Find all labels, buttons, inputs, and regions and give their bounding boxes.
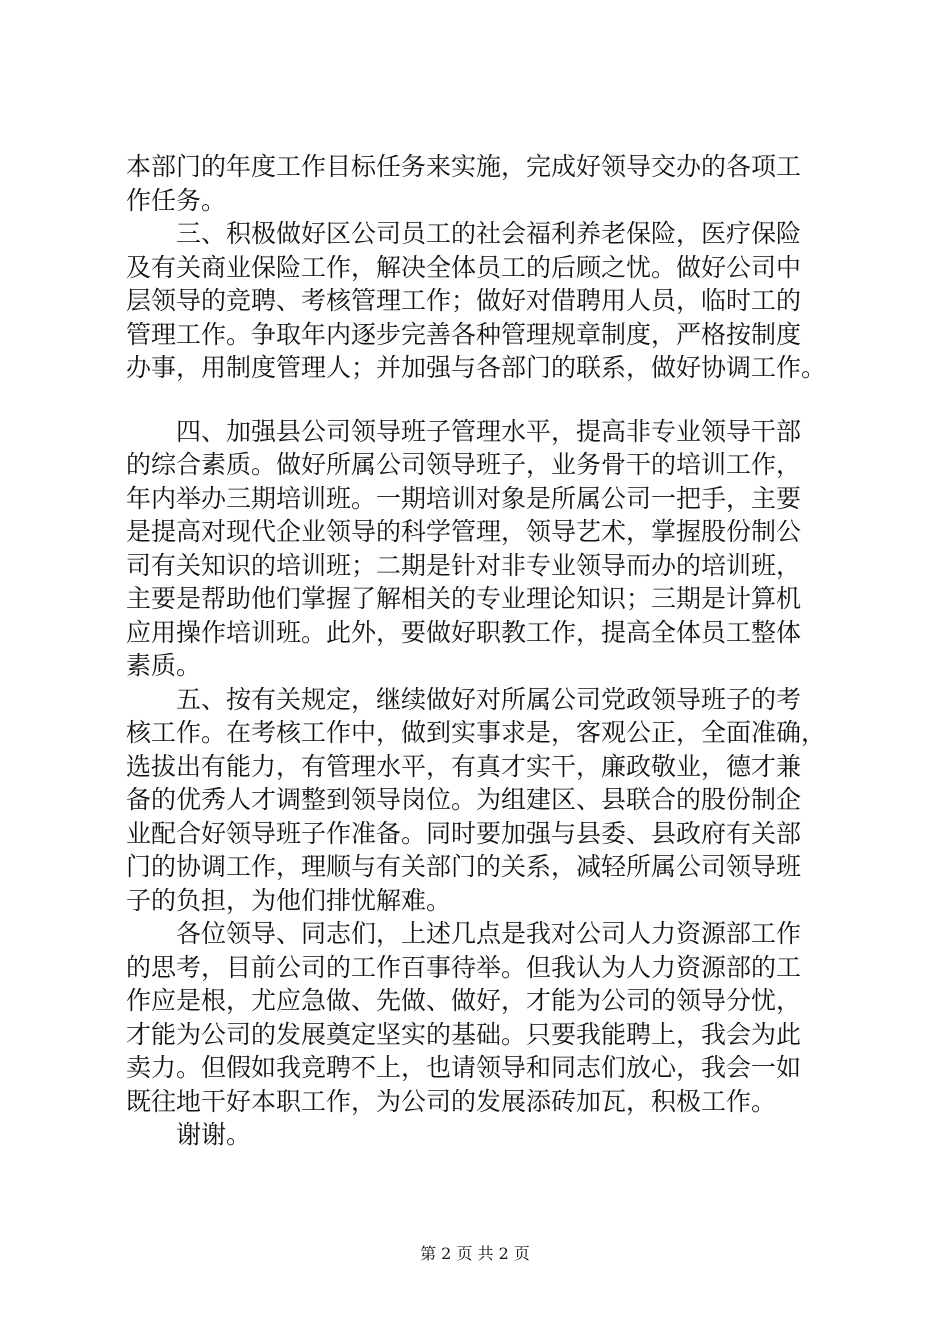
text-line: 子的负担，为他们排忧解难。 bbox=[126, 885, 452, 915]
page-number-footer: 第 2 页 共 2 页 bbox=[420, 1244, 530, 1263]
text-line: 年内举办三期培训班。一期培训对象是所属公司一把手，主要 bbox=[126, 483, 802, 513]
text-line: 选拔出有能力，有管理水平，有真才实干，廉政敬业，德才兼 bbox=[126, 751, 802, 781]
paragraph-section-5 bbox=[126, 683, 826, 918]
text-line: 应用操作培训班。此外，要做好职教工作，提高全体员工整体 bbox=[126, 617, 802, 647]
text-line: 管理工作。争取年内逐步完善各种管理规章制度，严格按制度 bbox=[126, 319, 802, 349]
text-line: 办事，用制度管理人；并加强与各部门的联系，做好协调工作。 bbox=[126, 353, 827, 382]
paragraph-closing bbox=[126, 917, 826, 1118]
text-line: 的思考，目前公司的工作百事待举。但我认为人力资源部的工 bbox=[126, 952, 802, 982]
text-line: 各位领导、同志们，上述几点是我对公司人力资源部工作 bbox=[176, 919, 802, 948]
text-line: 作任务。 bbox=[126, 185, 227, 215]
text-line: 司有关知识的培训班；二期是针对非专业领导而办的培训班， bbox=[126, 550, 802, 580]
text-line: 素质。 bbox=[126, 651, 202, 680]
text-line: 本部门的年度工作目标任务来实施，完成好领导交办的各项工 bbox=[126, 152, 802, 181]
paragraph-thanks bbox=[126, 1118, 826, 1152]
text-line: 是提高对现代企业领导的科学管理，领导艺术，掌握股份制公 bbox=[126, 517, 802, 546]
text-line: 层领导的竞聘、考核管理工作；做好对借聘用人员，临时工的 bbox=[126, 286, 802, 315]
text-line: 四、加强县公司领导班子管理水平，提高非专业领导干部 bbox=[176, 416, 802, 446]
text-line: 备的优秀人才调整到领导岗位。为组建区、县联合的股份制企 bbox=[126, 785, 802, 814]
text-line: 谢谢。 bbox=[176, 1120, 252, 1149]
paragraph-section-3 bbox=[126, 217, 826, 385]
text-line: 才能为公司的发展奠定坚实的基础。只要我能聘上，我会为此 bbox=[126, 1019, 802, 1049]
text-line: 作应是根，尤应急做、先做、做好，才能为公司的领导分忧， bbox=[126, 986, 802, 1015]
text-line: 业配合好领导班子作准备。同时要加强与县委、县政府有关部 bbox=[126, 818, 802, 848]
text-line: 卖力。但假如我竞聘不上，也请领导和同志们放心，我会一如 bbox=[126, 1053, 802, 1082]
text-line: 的综合素质。做好所属公司领导班子，业务骨干的培训工作， bbox=[126, 450, 802, 479]
text-line: 五、按有关规定，继续做好对所属公司党政领导班子的考 bbox=[176, 684, 802, 714]
document-body bbox=[126, 150, 826, 1152]
text-line: 既往地干好本职工作，为公司的发展添砖加瓦，积极工作。 bbox=[126, 1086, 777, 1116]
text-line: 三、积极做好区公司员工的社会福利养老保险，医疗保险 bbox=[176, 219, 802, 248]
text-line: 门的协调工作，理顺与有关部门的关系，减轻所属公司领导班 bbox=[126, 852, 802, 881]
text-line: 核工作。在考核工作中，做到实事求是，客观公正，全面准确， bbox=[126, 718, 827, 747]
paragraph-section-4 bbox=[126, 415, 826, 683]
text-line: 主要是帮助他们掌握了解相关的专业理论知识；三期是计算机 bbox=[126, 584, 802, 613]
paragraph-continuation bbox=[126, 150, 826, 217]
text-line: 及有关商业保险工作，解决全体员工的后顾之忧。做好公司中 bbox=[126, 252, 802, 282]
